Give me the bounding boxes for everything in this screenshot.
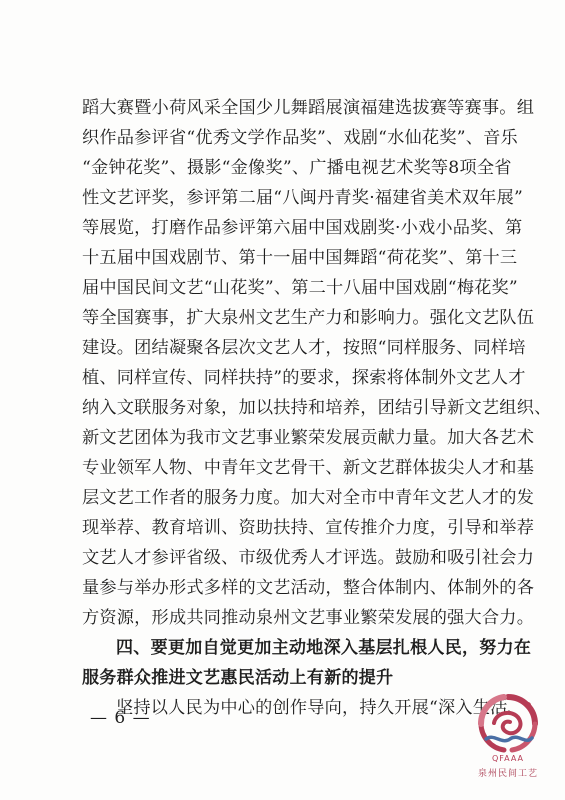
text-line: 十五届中国戏剧节、第十一届中国舞蹈“荷花奖”、第十三: [82, 248, 518, 268]
logo-emblem-icon: [472, 693, 544, 755]
text-line: 方资源，形成共同推动泉州文艺事业繁荣发展的强大合力。: [82, 608, 535, 628]
logo-chinese-text: 泉州民间工艺: [477, 769, 538, 779]
text-line: 届中国民间文艺“山花奖”、第二十八届中国戏剧“梅花奖”: [82, 278, 518, 298]
section-heading-line: 四、要更加自觉更加主动地深入基层扎根人民，努力在: [116, 638, 532, 658]
text-line: 等展览，打磨作品参评第六届中国戏剧奖·小戏小品奖、第: [82, 218, 523, 238]
text-line: “金钟花奖”、摄影“金像奖”、广播电视艺术奖等8项全省: [82, 158, 512, 178]
text-line: 文艺人才参评省级、市级优秀人才评选。鼓励和吸引社会力: [82, 548, 535, 568]
text-line: 植、同样宣传、同样扶持”的要求，探索将体制外文艺人才: [82, 368, 526, 388]
text-line: 性文艺评奖，参评第二届“八闽丹青奖·福建省美术双年展”: [82, 188, 523, 208]
text-line: 等全国赛事，扩大泉州文艺生产力和影响力。强化文艺队伍: [82, 308, 535, 328]
text-line: 蹈大赛暨小荷风采全国少儿舞蹈展演福建选拔赛等赛事。组: [82, 98, 535, 118]
text-line: 纳入文联服务对象，加以扶持和培养，团结引导新文艺组织、: [82, 398, 552, 418]
text-line: 专业领军人物、中青年文艺骨干、新文艺群体拔尖人才和基: [82, 458, 535, 478]
section-heading-line: 服务群众推进文艺惠民活动上有新的提升: [82, 668, 394, 688]
logo-latin-text: QFAAA: [491, 754, 525, 763]
page-number: — 6 —: [90, 708, 151, 728]
text-line: 现举荐、教育培训、资助扶持、宣传推介力度，引导和举荐: [82, 518, 535, 538]
body-text: [82, 93, 552, 723]
text-line: 织作品参评省“优秀文学作品奖”、戏剧“水仙花奖”、音乐: [82, 128, 518, 148]
text-line: 量参与举办形式多样的文艺活动，整合体制内、体制外的各: [82, 578, 535, 598]
text-line: 坚持以人民为中心的创作导向，持久开展“深入生活、: [116, 698, 525, 718]
text-line: 新文艺团体为我市文艺事业繁荣发展贡献力量。加大各艺术: [82, 428, 535, 448]
text-line: 建设。团结凝聚各层次文艺人才，按照“同样服务、同样培: [82, 338, 526, 358]
organization-logo: [468, 693, 548, 785]
text-line: 层文艺工作者的服务力度。加大对全市中青年文艺人才的发: [82, 488, 535, 508]
